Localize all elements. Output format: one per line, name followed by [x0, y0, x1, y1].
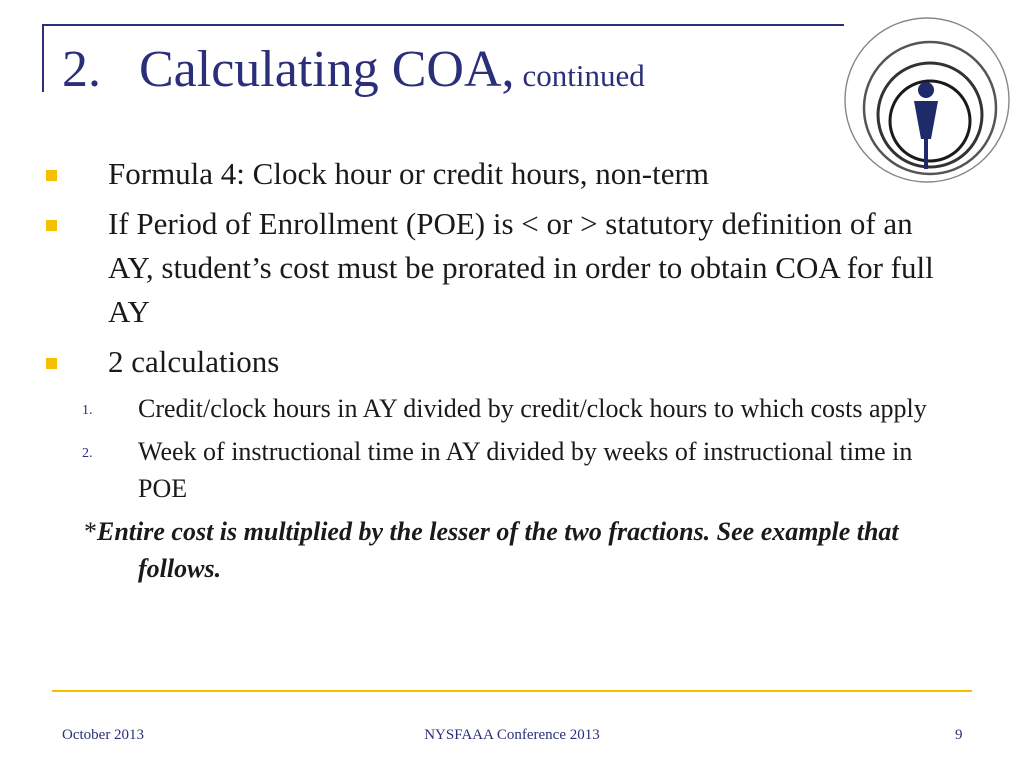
title-frame-left-line [42, 24, 44, 92]
numbered-item [40, 390, 940, 427]
bullet-text: If Period of Enrollment (POE) is < or > statutory definition of an AY, student’s cost must be prorated in order to obtain COA for full AY [108, 206, 934, 329]
page-number: 9 [955, 727, 963, 743]
footnote-text: Entire cost is multiplied by the lesser of the two fractions. See example that follows. [97, 517, 899, 583]
bullet-item [40, 152, 940, 196]
numbered-sublist [40, 390, 940, 507]
item-text: Credit/clock hours in AY divided by credit/clock hours to which costs apply [138, 394, 927, 423]
bullet-square-icon [46, 170, 57, 181]
numbered-item [40, 433, 940, 507]
footer-date: October 2013 [62, 727, 145, 743]
item-number: 1. [82, 403, 93, 418]
footer-divider [52, 690, 972, 692]
bullet-text: 2 calculations [108, 344, 280, 379]
title-continued: continued [522, 58, 645, 93]
item-number: 2. [82, 446, 93, 461]
bullet-item [40, 340, 940, 384]
footnote-asterisk: * [84, 517, 97, 546]
bullet-square-icon [46, 220, 57, 231]
item-text: Week of instructional time in AY divided by weeks of instructional time in POE [138, 437, 913, 503]
footer-conference: NYSFAAA Conference 2013 [424, 727, 600, 743]
bullet-list [40, 152, 940, 587]
bullet-item [40, 202, 940, 334]
slide-title [62, 38, 645, 108]
title-main: Calculating COA, [139, 41, 515, 98]
bullet-text: Formula 4: Clock hour or credit hours, non-term [108, 156, 709, 191]
title-number: 2. [62, 41, 101, 98]
title-frame-top-line [42, 24, 844, 26]
footnote [40, 513, 940, 587]
bullet-square-icon [46, 358, 57, 369]
